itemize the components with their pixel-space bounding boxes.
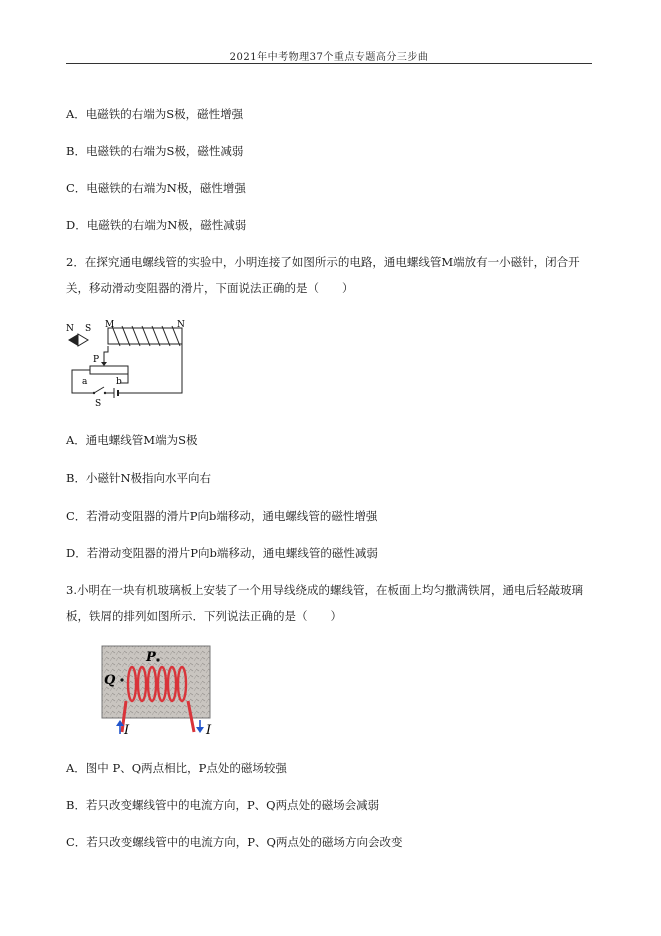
label-i-left: I bbox=[124, 723, 130, 736]
point-p bbox=[156, 658, 159, 661]
q2-option-d: D．若滑动变阻器的滑片P向b端移动，通电螺线管的磁性减弱 bbox=[66, 546, 378, 560]
q2-circuit-figure bbox=[64, 318, 194, 410]
q1-option-a: A．电磁铁的右端为S极，磁性增强 bbox=[66, 107, 244, 121]
point-q bbox=[120, 678, 123, 681]
n-end-label: N bbox=[177, 320, 185, 330]
q1-option-d: D．电磁铁的右端为N极，磁性减弱 bbox=[66, 218, 247, 232]
needle-n-label: N bbox=[66, 324, 74, 334]
q2-option-c: C．若滑动变阻器的滑片P向b端移动，通电螺线管的磁性增强 bbox=[66, 509, 378, 523]
solenoid-coil bbox=[112, 326, 180, 346]
q3-option-c: C．若只改变螺线管中的电流方向，P、Q两点处的磁场方向会改变 bbox=[66, 835, 403, 849]
label-q: Q bbox=[104, 673, 116, 688]
q3-option-b: B．若只改变螺线管中的电流方向，P、Q两点处的磁场会减弱 bbox=[66, 798, 380, 812]
switch bbox=[94, 387, 104, 393]
terminal-b-label: b bbox=[116, 377, 122, 387]
q1-option-b: B．电磁铁的右端为S极，磁性减弱 bbox=[66, 144, 244, 158]
slider-p-label: P bbox=[93, 355, 100, 365]
running-header: 2021年中考物理37个重点专题高分三步曲 bbox=[229, 52, 429, 63]
terminal-a-label: a bbox=[82, 377, 88, 387]
q1-option-c: C．电磁铁的右端为N极，磁性增强 bbox=[66, 181, 246, 195]
q2-option-a: A．通电螺线管M端为S极 bbox=[66, 433, 198, 447]
q3-iron-filings-photo bbox=[100, 644, 220, 736]
switch-s-label: S bbox=[95, 399, 102, 409]
rheostat bbox=[90, 366, 128, 374]
needle-s-label: S bbox=[85, 324, 92, 334]
q3-stem-line2: 板，铁屑的排列如图所示．下列说法正确的是（ ） bbox=[66, 609, 342, 623]
compass-needle-icon bbox=[68, 334, 88, 346]
label-p: P bbox=[146, 650, 156, 665]
current-out-arrow-icon bbox=[196, 727, 204, 733]
header-rule bbox=[66, 63, 592, 64]
label-i-right: I bbox=[206, 723, 212, 736]
q2-option-b: B．小磁针N极指向水平向右 bbox=[66, 471, 212, 485]
q2-stem-line2: 关，移动滑动变阻器的滑片，下面说法正确的是（ ） bbox=[66, 281, 354, 295]
q2-stem-line1: 2．在探究通电螺线管的实验中，小明连接了如图所示的电路，通电螺线管M端放有一小磁针，闭合开 bbox=[66, 255, 580, 269]
q3-option-a: A．图中 P、Q两点相比，P点处的磁场较强 bbox=[66, 761, 287, 775]
q3-stem-line1: 3.小明在一块有机玻璃板上安装了一个用导线绕成的螺线管，在板面上均匀撒满铁屑，通电后轻敲玻璃 bbox=[66, 583, 583, 597]
m-end-label: M bbox=[105, 320, 115, 330]
